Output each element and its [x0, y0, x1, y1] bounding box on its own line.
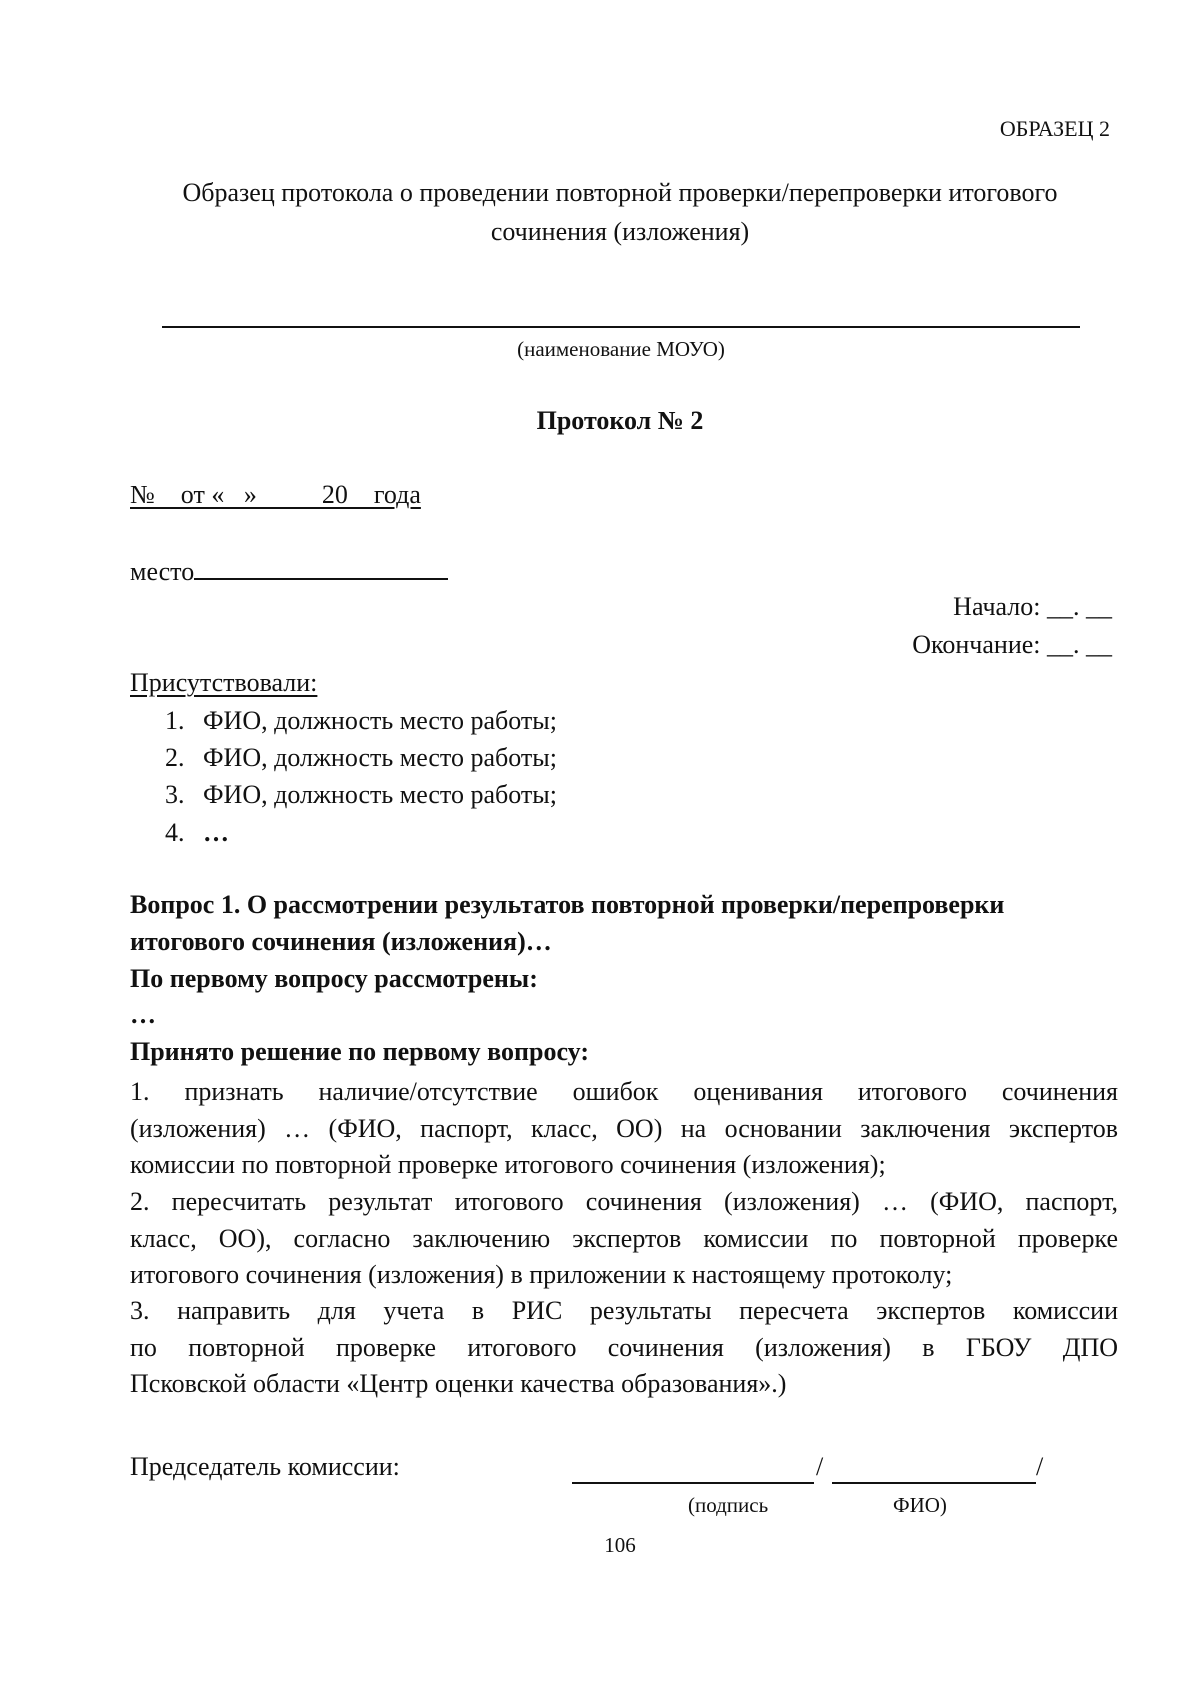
- decision-3-line: 3. направить для учета в РИС результаты пересчета экспертов комиссии: [130, 1296, 1118, 1325]
- decision-1-line: 1. признать наличие/отсутствие ошибок оценивания итогового сочинения: [130, 1077, 1118, 1106]
- attendee-number: 3.: [165, 780, 185, 809]
- decision-2-line: 2. пересчитать результат итогового сочинения (изложения) … (ФИО, паспорт,: [130, 1187, 1118, 1216]
- fio-caption: ФИО): [893, 1493, 947, 1517]
- considered-ellipsis: …: [130, 1000, 156, 1029]
- attendee-text: ФИО, должность место работы;: [203, 780, 557, 809]
- mouo-name-line: [162, 326, 1080, 328]
- fio-line: [832, 1482, 1036, 1484]
- decision-1-line: комиссии по повторной проверке итогового сочинения (изложения);: [130, 1150, 886, 1179]
- attendee-item: [165, 818, 229, 848]
- start-time: Начало: __. __: [953, 592, 1112, 621]
- signature-caption: (подпись: [688, 1493, 769, 1517]
- fio-slash: /: [1036, 1452, 1044, 1481]
- attendee-item: [165, 743, 557, 773]
- decision-3-line: по повторной проверке итогового сочинения (изложения) в ГБОУ ДПО: [130, 1332, 1118, 1362]
- decision-3-line: Псковской области «Центр оценки качества образования».): [130, 1369, 787, 1398]
- decision-paragraph-3: [130, 1293, 1118, 1403]
- sample-label: ОБРАЗЕЦ 2: [999, 116, 1110, 141]
- attendee-text: ФИО, должность место работы;: [203, 706, 557, 735]
- end-time: Окончание: __. __: [912, 630, 1112, 659]
- decision-heading: Принято решение по первому вопросу:: [130, 1037, 589, 1066]
- place-blank-line: [194, 556, 448, 580]
- page-number: 106: [604, 1533, 636, 1557]
- place-row: [130, 556, 448, 587]
- attendee-number: 4.: [165, 818, 185, 847]
- decision-2-line: итогового сочинения (изложения) в приложении к настоящему протоколу;: [130, 1260, 953, 1289]
- document-title-line-1: Образец протокола о проведении повторной проверки/перепроверки итогового: [182, 178, 1058, 207]
- chair-label: Председатель комиссии:: [130, 1452, 400, 1481]
- attendee-text: …: [203, 818, 229, 847]
- decision-1-line: (изложения) … (ФИО, паспорт, класс, ОО) на основании заключения экспертов: [130, 1113, 1118, 1143]
- protocol-heading: Протокол № 2: [536, 406, 704, 435]
- decision-paragraph-1: [130, 1074, 1118, 1184]
- decision-paragraph-2: [130, 1184, 1118, 1294]
- question-heading-line-1: Вопрос 1. О рассмотрении результатов повторной проверки/перепроверки: [130, 890, 1005, 919]
- attendee-item: [165, 706, 557, 736]
- attendee-number: 1.: [165, 706, 185, 735]
- attendee-text: ФИО, должность место работы;: [203, 743, 557, 772]
- attendee-item: [165, 780, 557, 810]
- mouo-caption: (наименование МОУО): [517, 337, 725, 361]
- signature-line: [572, 1482, 814, 1484]
- signature-slash: /: [816, 1452, 824, 1481]
- attendees-heading: Присутствовали:: [130, 668, 318, 697]
- considered-heading: По первому вопросу рассмотрены:: [130, 964, 538, 993]
- document-title-line-2: сочинения (изложения): [490, 217, 750, 246]
- question-heading-line-2: итогового сочинения (изложения)…: [130, 927, 552, 956]
- protocol-number-date: № от « » 20 года: [130, 480, 421, 509]
- decision-2-line: класс, ОО), согласно заключению экспертов комиссии по повторной проверке: [130, 1223, 1118, 1253]
- attendee-number: 2.: [165, 743, 185, 772]
- place-label: место: [130, 557, 195, 586]
